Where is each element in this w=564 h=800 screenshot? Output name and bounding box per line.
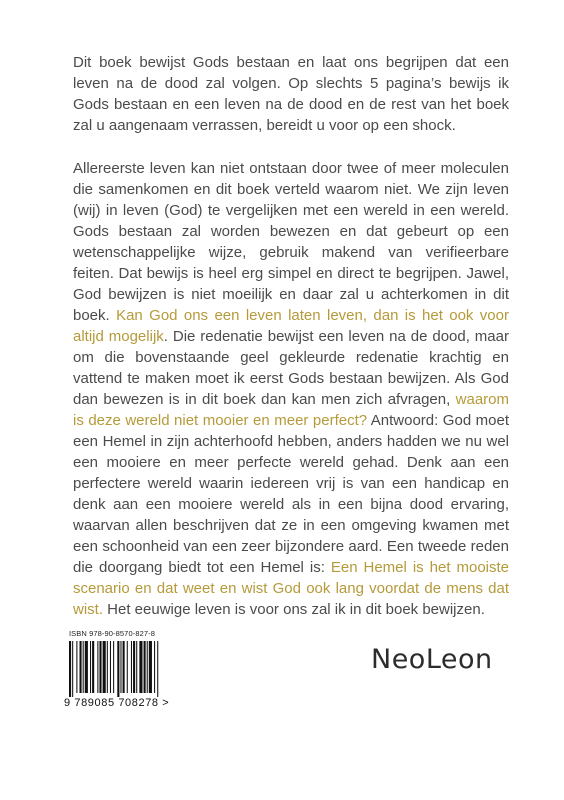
isbn-barcode — [64, 629, 183, 713]
barcode-bar — [149, 641, 152, 693]
barcode-bar — [154, 641, 155, 693]
body-paragraph — [73, 158, 509, 620]
barcode-bar — [123, 641, 125, 693]
barcode-bar — [120, 641, 121, 693]
barcode-bar — [83, 641, 84, 693]
barcode-bar — [69, 641, 71, 697]
barcode-bar — [147, 641, 148, 693]
barcode-bar — [90, 641, 91, 693]
highlight-quote-1: Kan God ons een leven laten leven, dan is het ook voor altijd mogelijk — [73, 307, 509, 345]
barcode-bar — [117, 641, 119, 697]
intro-text: Dit boek bewijst Gods bestaan en laat ons begrijpen dat een leven na de dood zal volgen. Op slechts 5 pagina’s bewijs ik Gods bestaan en een leven na de dood en de rest van het boek zal u aangenaam verrassen, bereidt u voor op een shock. — [73, 54, 509, 134]
barcode-bar — [127, 641, 128, 693]
barcode-bar — [97, 641, 98, 693]
barcode-number: 9 789085 708278 > — [64, 697, 170, 709]
barcode-bar — [133, 641, 135, 693]
barcode-bar — [92, 641, 94, 693]
barcode-bar — [107, 641, 108, 693]
barcode-bar — [139, 641, 142, 693]
isbn-label: ISBN 978-90-8570-827-8 — [69, 629, 156, 638]
barcode-bar — [113, 641, 114, 693]
body-text-part2: . Die redenatie bewijst een leven na de dood, maar om die bovenstaande geel gekleurde redenatie krachtig en vattend te maken moet ik eerst Gods bestaan bewijzen. Als God dan bewezen is in dit boek dan kan men zich afvragen, — [73, 328, 509, 408]
barcode-bar — [76, 641, 77, 693]
barcode-bar — [131, 641, 132, 693]
barcode-bar — [144, 641, 146, 693]
barcode-bar — [110, 641, 111, 693]
barcode-bars — [69, 641, 183, 697]
barcode-bar — [103, 641, 106, 693]
barcode-bar — [157, 641, 158, 697]
intro-paragraph — [73, 52, 509, 136]
barcode-bar — [80, 641, 82, 693]
barcode-bar — [72, 641, 73, 697]
barcode-bar — [136, 641, 137, 693]
body-text-part1: Allereerste leven kan niet ontstaan door twee of meer moleculen die samenkomen en dit boek verteld waarom niet. We zijn leven (wij) in leven (God) te vergelijken met een wereld in een wereld. Gods bestaan zal worden bewezen en dat gebeurt op een wetenschappelijke wijze, gebruik makend van verifieerbare feiten. Dat bewijs is heel erg simpel en direct te begrijpen. Jawel, God bewijzen is niet moeilijk en daar zal u achterkomen in dit boek. — [73, 160, 509, 324]
barcode-bar — [99, 641, 101, 693]
highlight-quote-3: Een Hemel is het mooiste scenario en dat weet en wist God ook lang voordat de mens dat wist. — [73, 559, 509, 618]
barcode-bar — [85, 641, 88, 693]
highlight-quote-2: waarom is deze wereld niet mooier en meer perfect? — [73, 391, 509, 429]
publisher-logo: NeoLeon — [371, 644, 493, 675]
body-text-part3: Antwoord: God moet een Hemel in zijn achterhoofd hebben, anders hadden we nu wel een mooiere en meer perfecte wereld gehad. Denk aan een perfectere wereld waarin iedereen vrij is van een handicap en denk aan een mooiere wereld als in een bijna dood ervaring, waarvan allen beschrijven dat ze in een omgeving kwamen met een schoonheid van een zeer bijzondere aard. Een tweede reden die doorgang biedt tot een Hemel is: — [73, 412, 509, 576]
body-text-part4: Het eeuwige leven is voor ons zal ik in dit boek bewijzen. — [103, 601, 485, 618]
